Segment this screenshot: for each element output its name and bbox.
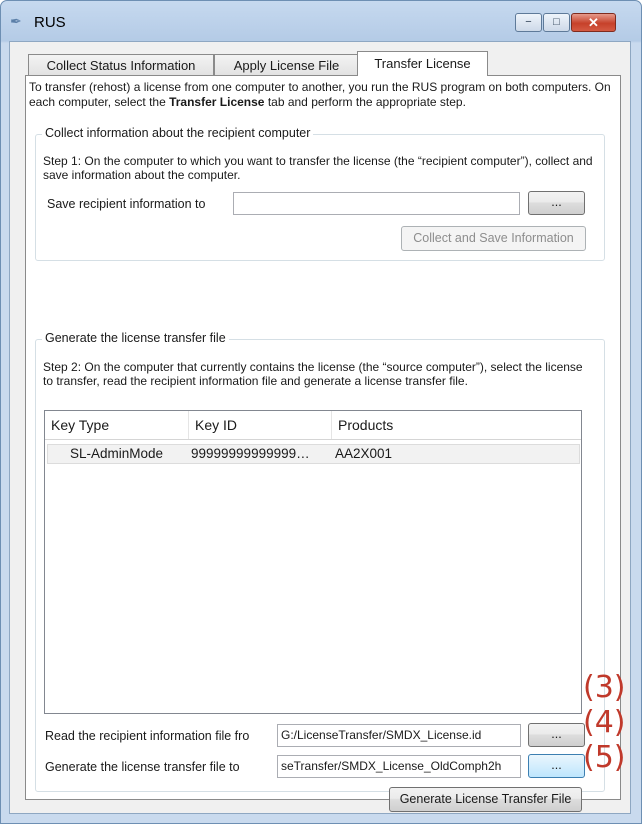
step1-text: Step 1: On the computer to which you want to transfer the license (the “recipient computer”), collect and save information about the computer. <box>43 154 593 182</box>
license-list-header <box>45 411 581 440</box>
generate-to-label: Generate the license transfer file to <box>45 760 240 774</box>
read-recipient-label: Read the recipient information file fro <box>45 729 250 743</box>
save-recipient-label: Save recipient information to <box>47 197 206 211</box>
generate-to-field[interactable]: seTransfer/SMDX_License_OldComph2h <box>277 755 521 778</box>
license-list[interactable] <box>44 410 582 714</box>
intro-text: To transfer (rehost) a license from one computer to another, you run the RUS program on both computers. On each computer, select the Transfer License tab and perform the appropriate step. <box>29 80 611 109</box>
generate-license-transfer-button[interactable]: Generate License Transfer File <box>389 787 582 812</box>
table-row[interactable] <box>47 444 580 464</box>
save-recipient-field[interactable] <box>233 192 520 215</box>
tab-transfer-license[interactable]: Transfer License <box>357 51 488 76</box>
intro-bold: Transfer License <box>169 95 265 109</box>
collect-and-save-button[interactable]: Collect and Save Information <box>401 226 586 251</box>
callout-3: (3) <box>583 670 626 705</box>
callout-5: (5) <box>583 740 626 775</box>
app-key-icon: ✒ <box>10 13 22 29</box>
maximize-button[interactable] <box>543 13 570 32</box>
cell-products: AA2X001 <box>335 446 393 461</box>
minimize-button[interactable] <box>515 13 542 32</box>
column-key-id[interactable]: Key ID <box>189 411 332 439</box>
save-recipient-browse-button[interactable]: ... <box>528 191 585 215</box>
read-recipient-field[interactable]: G:/LicenseTransfer/SMDX_License.id <box>277 724 521 747</box>
client-area <box>9 41 631 814</box>
generate-to-browse-button[interactable]: ... <box>528 754 585 778</box>
close-button[interactable] <box>571 13 616 32</box>
callout-4: (4) <box>583 705 626 740</box>
title-bar[interactable] <box>1 1 641 41</box>
cell-key-type: SL-AdminMode <box>70 446 164 461</box>
tab-apply-license[interactable]: Apply License File <box>214 54 359 75</box>
step2-text: Step 2: On the computer that currently contains the license (the “source computer”), select the license to transfer, read the recipient information file and generate a license transfer file. <box>43 360 583 388</box>
column-key-type[interactable]: Key Type <box>45 411 189 439</box>
generate-transfer-group <box>35 331 605 806</box>
window-title: RUS <box>34 14 66 31</box>
cell-key-id: 99999999999999… <box>191 446 310 461</box>
maximize-icon: □ <box>553 16 560 28</box>
read-recipient-browse-button[interactable]: ... <box>528 723 585 747</box>
column-products[interactable]: Products <box>338 417 394 433</box>
close-icon: ✕ <box>588 15 599 30</box>
transfer-license-panel <box>25 75 621 806</box>
collect-group-title: Collect information about the recipient computer <box>42 126 313 140</box>
tab-collect-status[interactable]: Collect Status Information <box>28 54 214 75</box>
generate-group-title: Generate the license transfer file <box>42 331 229 345</box>
minimize-icon: − <box>525 16 532 28</box>
collect-info-group <box>35 126 605 261</box>
